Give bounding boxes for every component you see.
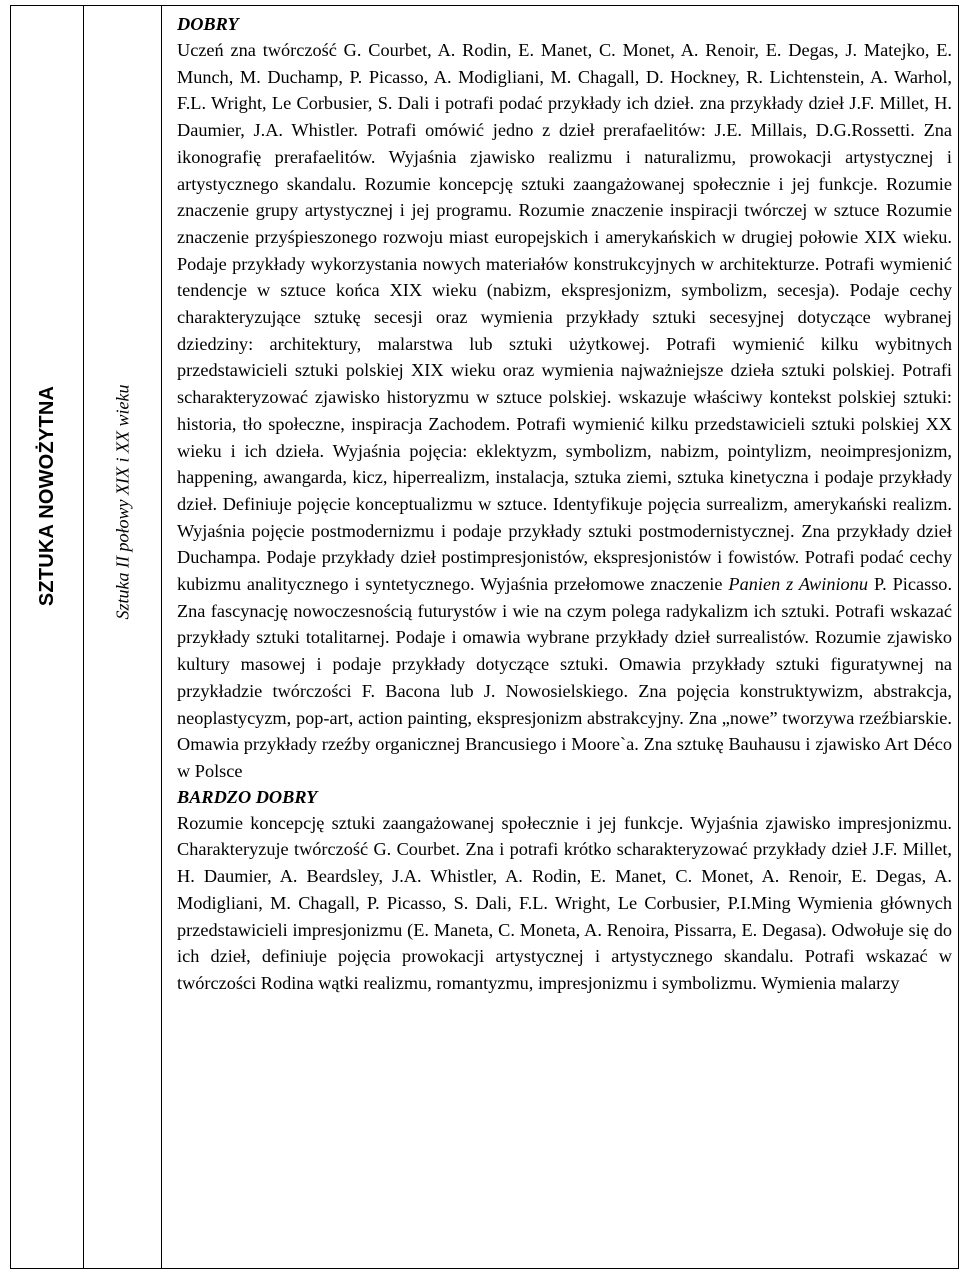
section-label: SZTUKA NOWOŻYTNA bbox=[36, 385, 59, 607]
grade-text-dobry-part1: Uczeń zna twórczość G. Courbet, A. Rodin, E. Manet, C. Monet, A. Renoir, E. Degas, J. Matejko, E. Munch, M. Duchamp, P. Picasso, A. Modigliani, M. Chagall, D. Hockney, R. Lichtenstein, A. Warhol, F.L. Wright, Le Corbusier, S. Dali i potrafi podać przykłady ich dzieł. zna przykłady dzieł J.F. Millet, H. Daumier, J.A. Whistler. Potrafi omówić jedno z dzieł prerafaelitów: J.E. Millais, D.G.Rossetti. Zna ikonografię prerafaelitów. Wyjaśnia zjawisko realizmu i naturalizmu, prowokacji artystycznej i artystycznego skandalu. Rozumie koncepcję sztuki zaangażowanej społecznie i jej funkcje. Rozumie znaczenie grupy artystycznej i jej programu. Rozumie znaczenie inspiracji twórczej w sztuce Rozumie znaczenie przyśpieszonego rozwoju miast europejskich i amerykańskich w drugiej połowie XIX wieku. Podaje przykłady wykorzystania nowych materiałów konstrukcyjnych w architekturze. Potrafi wymienić tendencje w sztuce końca XIX wieku (nabizm, ekspresjonizm, symbolizm, secesja). Podaje cechy charakteryzujące sztukę secesji oraz wymienia przykłady sztuki secesyjnej dotyczące wybranej dziedziny: architektury, malarstwa lub sztuki użytkowej. Potrafi wymienić kilku wybitnych przedstawicieli sztuki polskiej XIX wieku oraz wymienia najważniejsze dzieła sztuki polskiej. Potrafi scharakteryzować zjawisko historyzmu w sztuce polskiej. wskazuje właściwy kontekst polskiej sztuki: historia, tło społeczne, inspiracja Zachodem. Potrafi wymienić kilku przedstawicieli sztuki polskiej XX wieku i ich dzieła. Wyjaśnia pojęcia: eklektyzm, symbolizm, nabizm, pointylizm, neoimpresjonizm, happening, awangarda, kicz, hiperrealizm, instalacja, sztuka ziemi, sztuka kinetyczna i podaje przykłady dzieł. Definiuje pojęcie konceptualizmu w sztuce. Identyfikuje pojęcia surrealizm, amerykański realizm. Wyjaśnia pojęcie postmodernizmu i podaje przykłady sztuki postmodernistycznej. Zna przykłady dzieł Duchampa. Podaje przykłady dzieł postimpresjonistów, ekspresjonistów i fowistów. Potrafi podać cechy kubizmu analitycznego i syntetycznego. Wyjaśnia przełomowe znaczenie bbox=[177, 40, 952, 595]
grade-heading-bardzo-dobry: BARDZO DOBRY bbox=[177, 786, 318, 807]
section-cell bbox=[11, 6, 84, 1269]
period-cell bbox=[84, 6, 162, 1269]
grade-text-dobry bbox=[177, 37, 952, 785]
table-row bbox=[11, 6, 959, 1269]
grade-text-bardzo-dobry: Rozumie koncepcję sztuki zaangażowanej społecznie i jej funkcje. Wyjaśnia zjawisko impresjonizmu. Charakteryzuje twórczość G. Courbet. Zna i potrafi krótko scharakteryzować przykłady dzieł J.F. Millet, H. Daumier, A. Beardsley, J.A. Whistler, A. Rodin, E. Manet, C. Monet, A. Renoir, E. Degas, A. Modigliani, M. Chagall, P. Picasso, S. Dali, F.L. Wright, Le Corbusier, P.I.Ming Wymienia głównych przedstawicieli impresjonizmu (E. Maneta, C. Moneta, A. Renoira, Pissarra, E. Degasa). Odwołuje się do ich dzieł, definiuje pojęcia prowokacji artystycznej i artystycznego skandalu. Potrafi wskazać w twórczości Rodina wątki realizmu, romantyzmu, impresjonizmu i symbolizmu. Wymienia malarzy bbox=[177, 812, 952, 993]
grade-heading-dobry: DOBRY bbox=[177, 14, 239, 34]
period-label: Sztuka II połowy XIX i XX wieku bbox=[112, 384, 133, 620]
artwork-title: Panien z Awinionu bbox=[728, 574, 868, 595]
grade-text-dobry-part2: P. Picasso. Zna fascynację nowoczesnością futurystów i wie na czym polega radykalizm ich sztuki. Potrafi wskazać przykłady sztuki totalitarnej. Podaje i omawia wybrane przykłady dzieł surrealistów. Rozumie zjawisko kultury masowej i podaje przykłady dotyczące sztuki. Omawia przykłady sztuki figuratywnej na przykładzie twórczości F. Bacona lub J. Nowosielskiego. Zna pojęcia konstruktywizm, abstrakcja, neoplastycyzm, pop-art, action painting, ekspresjonizm abstrakcyjny. Zna „nowe” tworzywa rzeźbiarskie. Omawia przykłady rzeźby organicznej Brancusiego i Moore`a. Zna sztukę Bauhausu i zjawisko Art Déco w Polsce bbox=[177, 574, 953, 781]
requirements-cell bbox=[162, 6, 959, 1269]
curriculum-table bbox=[10, 5, 959, 1269]
